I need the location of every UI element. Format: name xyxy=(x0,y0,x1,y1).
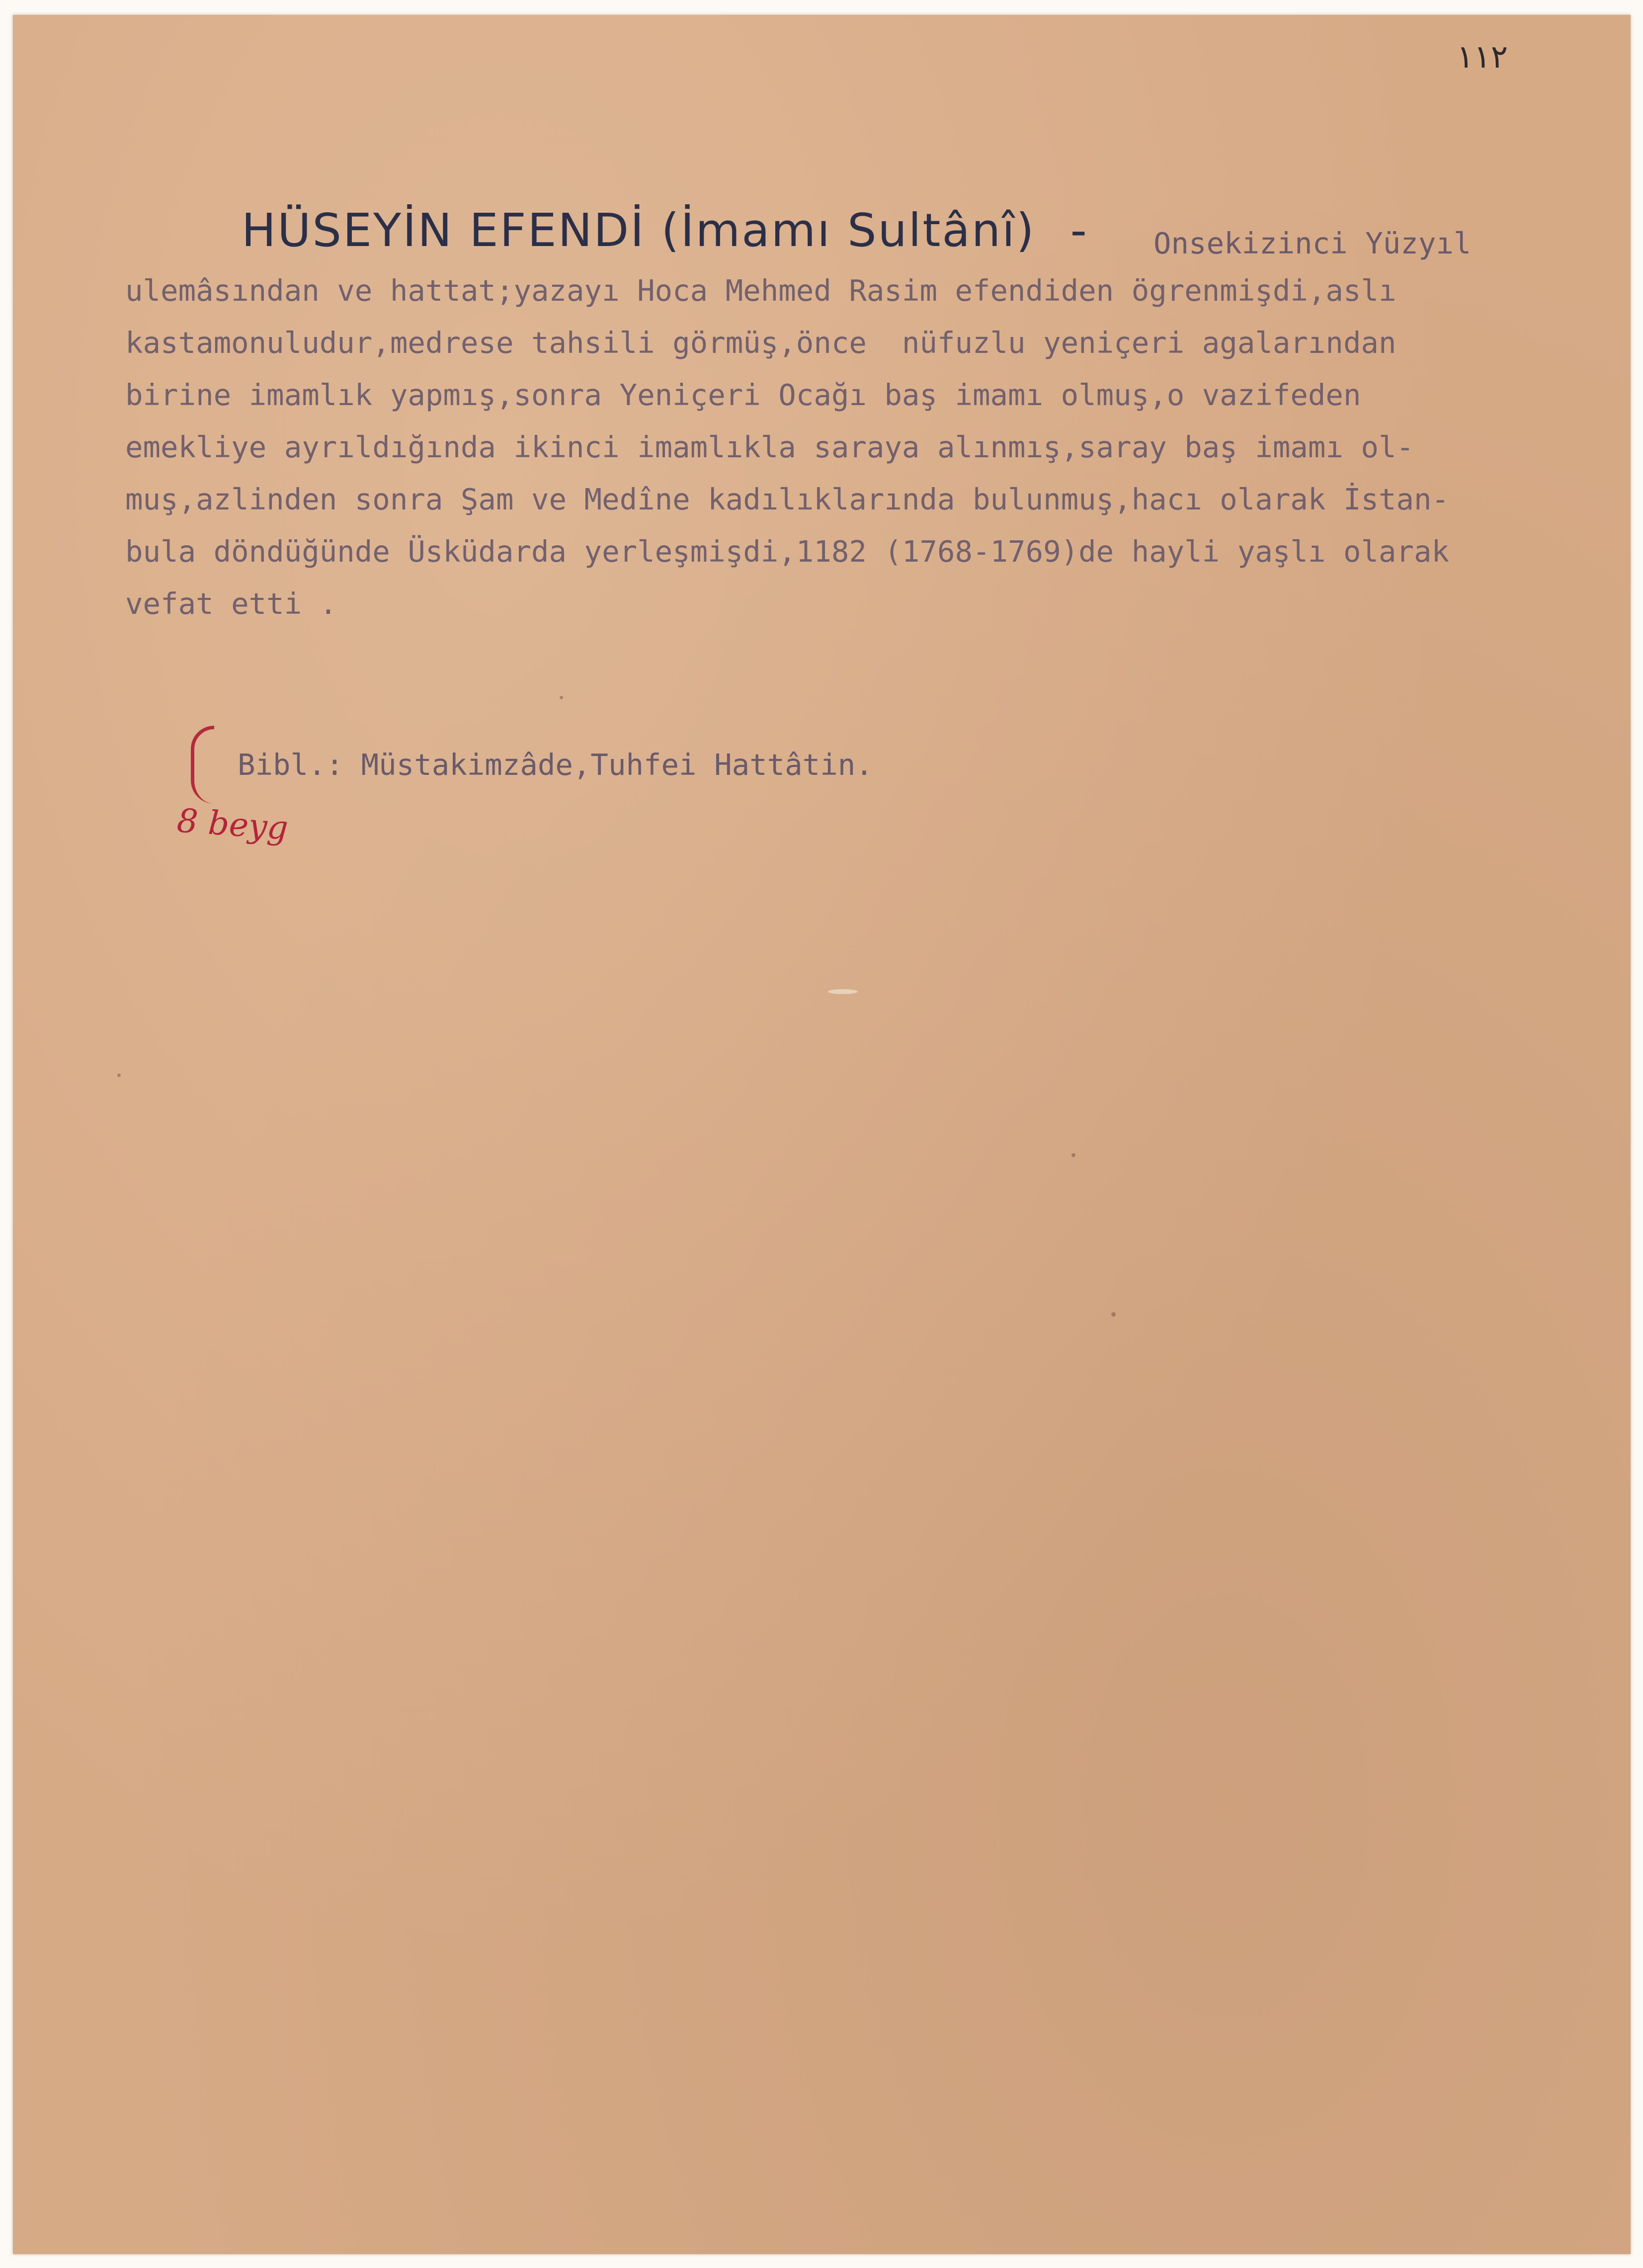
paper-speck xyxy=(1111,1312,1116,1317)
paper-speck xyxy=(828,989,858,994)
body-line: ulemâsından ve hattat;yazayı Hoca Mehmed Rasim efendiden ögrenmişdi,aslı xyxy=(125,273,1397,308)
body-line: vefat etti . xyxy=(125,587,337,621)
paper-speck xyxy=(560,696,563,699)
margin-note: 8 beyg xyxy=(175,801,290,847)
paper-speck xyxy=(1071,1153,1075,1157)
entry-heading xyxy=(242,204,1118,257)
bibliography-bracket-mark xyxy=(191,726,214,804)
body-line: emekliye ayrıldığında ikinci imamlıkla saraya alınmış,saray baş imamı ol- xyxy=(125,430,1414,464)
heading-dash: - xyxy=(1070,204,1088,257)
paper-speck xyxy=(117,1074,121,1077)
document-page xyxy=(13,15,1631,2254)
body-line: birine imamlık yapmış,sonra Yeniçeri Ocağı baş imamı olmuş,o vazifeden xyxy=(125,378,1361,412)
body-line: bula döndüğünde Üsküdarda yerleşmişdi,1182 (1768-1769)de hayli yaşlı olarak xyxy=(125,534,1450,569)
bibliography: Bibl.: Müstakimzâde,Tuhfei Hattâtin. xyxy=(238,748,873,782)
body-line: muş,azlinden sonra Şam ve Medîne kadılıklarında bulunmuş,hacı olarak İstan- xyxy=(125,482,1450,516)
entry-title: HÜSEYİN EFENDİ (İmamı Sultânî) xyxy=(242,204,1036,257)
body-line: kastamonuludur,medrese tahsili görmüş,önce nüfuzlu yeniçeri agalarından xyxy=(125,326,1397,360)
page-number: ١١٢ xyxy=(1457,39,1508,76)
body-line-1-tail: Onsekizinci Yüzyıl xyxy=(1153,226,1472,260)
